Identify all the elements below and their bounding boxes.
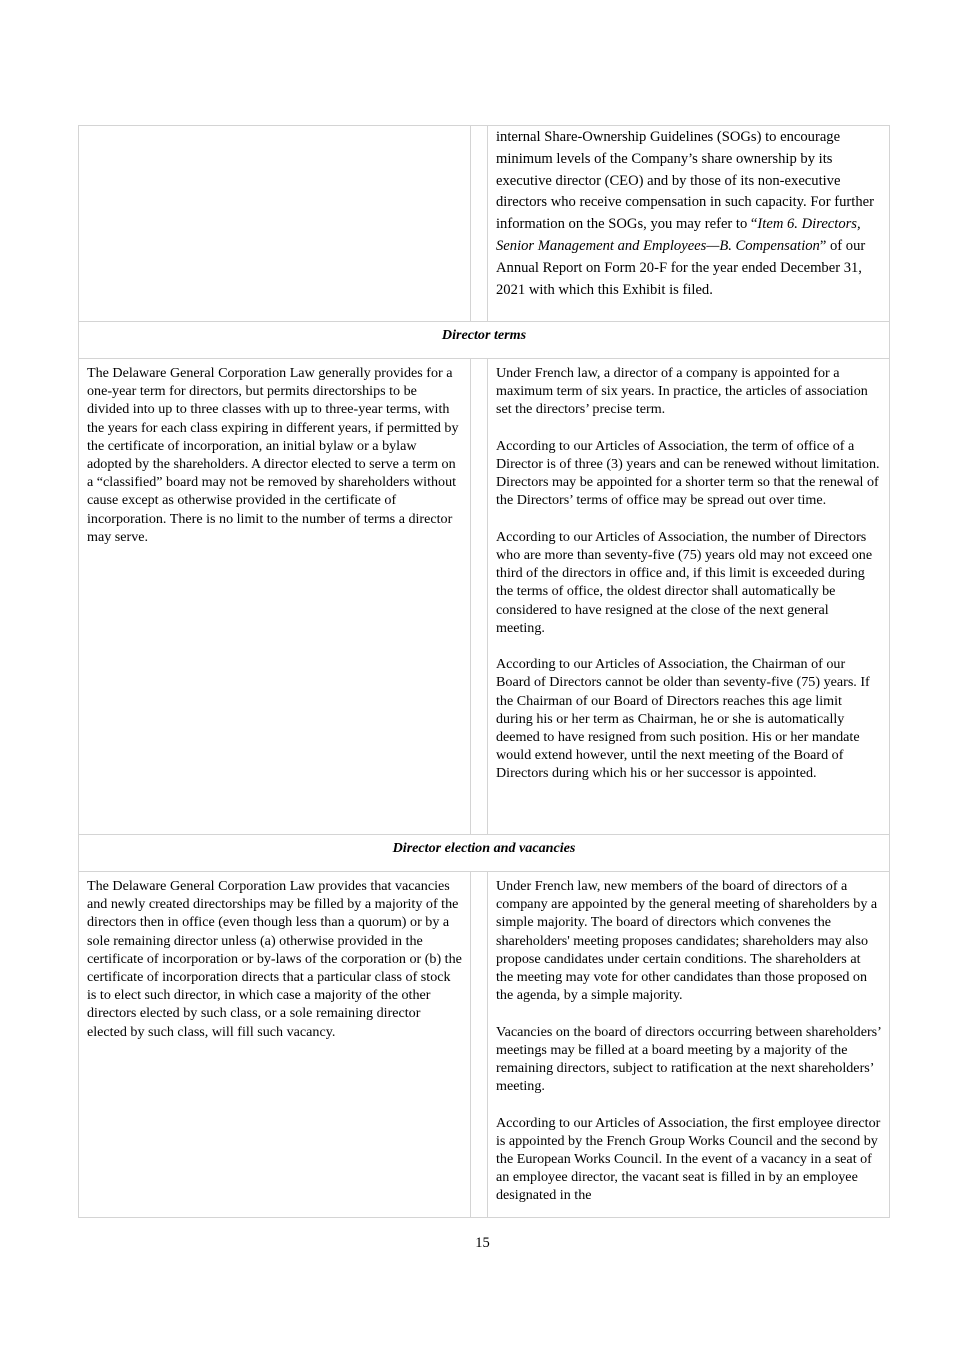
table-cell-gap bbox=[471, 126, 488, 322]
sog-paragraph bbox=[488, 126, 889, 302]
delaware-terms-paragraph: The Delaware General Corporation Law generally provides for a one-year term for directors, but permits directorships to be divided into up to three classes with up to three-year terms, with the years for each class expiring in different years, if permitted by the certificate of incorporation, an initial bylaw or a bylaw adopted by the shareholders. A director elected to serve a term on a “classified” board may not be removed by shareholders without cause except as otherwise provided in the certificate of incorporation. There is no limit to the number of terms a director may serve. bbox=[87, 365, 459, 545]
french-terms-paragraph: According to our Articles of Association, the number of Directors who are more than seventy-five (75) years old may not exceed one third of the directors in office and, if this limit is exceeded during the terms of office, the oldest director shall automatically be considered to have resigned at the close of the next general meeting. bbox=[496, 528, 873, 636]
delaware-election-paragraph: The Delaware General Corporation Law provides that vacancies and newly created directorships may be filled by a majority of the directors then in office (even though less than a quorum) or by a sole remaining director unless (a) otherwise provided in the certificate of incorporation or by-laws of the corporation or (b) the certificate of incorporation directs that a particular class of stock is to elect such director, in which case a majority of the other directors elected by such class, or a sole remaining director elected by such class, will fill such vacancy. bbox=[87, 878, 462, 1040]
french-terms-paragraph: According to our Articles of Association, the term of office of a Director is of three (3) years and can be renewed without limitation. Directors may be appointed for a shorter term so that the renewal of the Directors’ terms of office may be spread out over time. bbox=[496, 437, 880, 509]
table-cell-right bbox=[488, 359, 890, 835]
sog-reference-italic: Item 6. Directors, Senior Management and Employees—B. Compensation bbox=[496, 216, 861, 254]
table-cell-right bbox=[488, 872, 890, 1218]
table-row bbox=[79, 872, 890, 1218]
french-election-paragraph: Vacancies on the board of directors occurring between shareholders’ meetings may be filled at a board meeting by a majority of the remaining directors, subject to ratification at the next shareholders’ meeting. bbox=[496, 1023, 881, 1095]
table-cell-gap bbox=[471, 359, 488, 835]
section-header-row bbox=[79, 835, 890, 872]
table-cell-gap bbox=[471, 872, 488, 1218]
comparison-table bbox=[78, 125, 890, 1218]
table-cell-left bbox=[79, 126, 471, 322]
page-number: 15 bbox=[475, 1235, 490, 1251]
table-cell-left bbox=[79, 872, 471, 1218]
section-title-text: Director election and vacancies bbox=[392, 840, 576, 856]
table-cell-left bbox=[79, 359, 471, 835]
section-title-text: Director terms bbox=[441, 327, 527, 343]
table-cell-right bbox=[488, 126, 890, 322]
french-terms-paragraph: Under French law, a director of a company is appointed for a maximum term of six years. In practice, the articles of association set the directors’ precise term. bbox=[496, 365, 868, 418]
table-row bbox=[79, 359, 890, 835]
french-terms-paragraph: According to our Articles of Association, the Chairman of our Board of Directors cannot be older than seventy-five (75) years. If the Chairman of our Board of Directors reaches this age limit during his or her term as Chairman, he or she is automatically deemed to have resigned from such position. His or her mandate would extend however, until the next meeting of the Board of Directors during which his or her successor is appointed. bbox=[496, 656, 870, 782]
sog-text-end: ” of our Annual Report on Form 20-F for the year ended December 31, 2021 with which this Exhibit is filed. bbox=[496, 237, 866, 298]
section-title-director-terms bbox=[79, 322, 890, 359]
french-election-paragraph: According to our Articles of Association, the first employee director is appointed by the French Group Works Council and the second by the European Works Council. In the event of a vacancy in a seat of an employee director, the vacant seat is filled in by an employee designated in the bbox=[496, 1114, 881, 1204]
table-row bbox=[79, 126, 890, 322]
section-header-row bbox=[79, 322, 890, 359]
french-election-paragraph: Under French law, new members of the board of directors of a company are appointed by the general meeting of shareholders by a simple majority. The board of directors which convenes the shareholders' meeting proposes candidates; shareholders may also propose candidates under certain conditions. The shareholders at the meeting may vote for other candidates than those proposed on the agenda, by a simple majority. bbox=[496, 878, 878, 1004]
sog-text: internal Share-Ownership Guidelines (SOGs) to encourage minimum levels of the Company’s share ownership by its executive director (CEO) and by those of its non-executive directors who receive compensation in such capacity. For further information on the SOGs, you may refer to “ bbox=[496, 129, 874, 233]
section-title-director-election bbox=[79, 835, 890, 872]
